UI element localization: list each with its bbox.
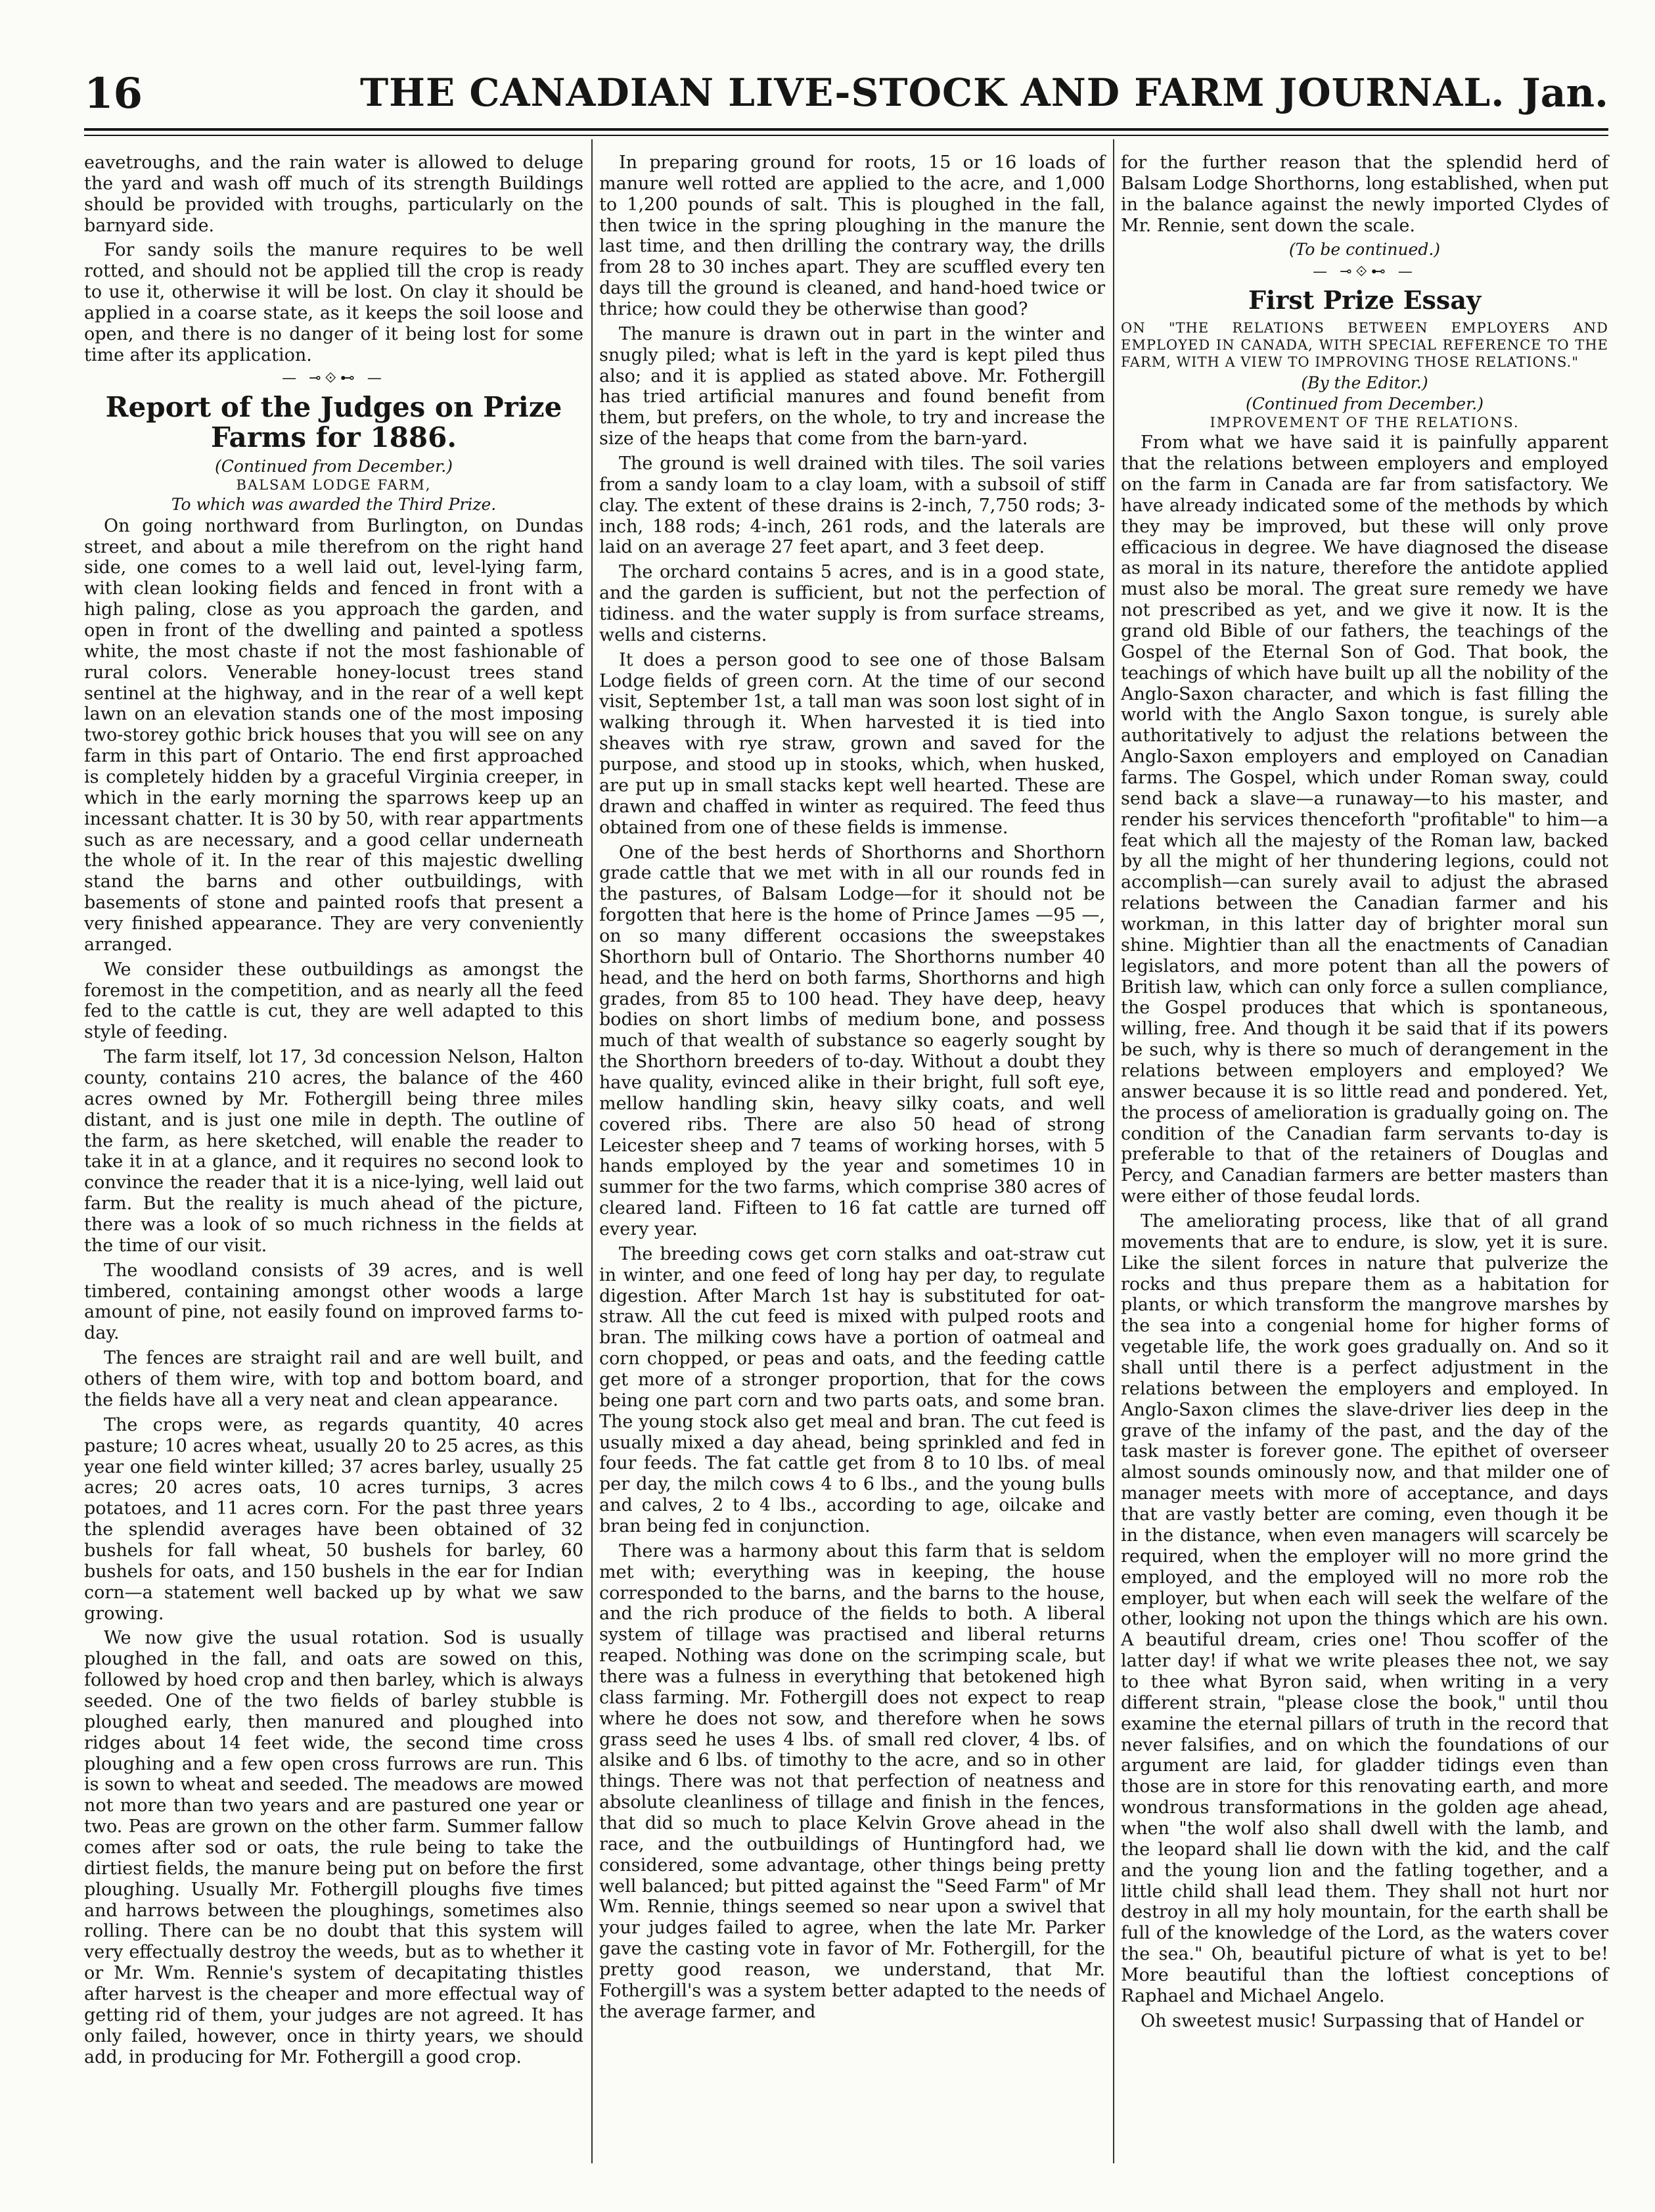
ornament-divider: — ⊸⟐⊷ — (282, 369, 386, 386)
paragraph: It does a person good to see one of those Balsam Lodge fields of green corn. At the time of our second visit, September 1st, a tall man was soon lost sight of in walking through it. When harvested it is tied into sheaves with rye straw, grown and saved for the purpose, and stood up in stooks, which, when husked, are put up in small stacks kept well hearted. These are drawn and chaffed in winter as required. The feed thus obtained from one of these fields is immense. (599, 649, 1105, 838)
section-heading: IMPROVEMENT OF THE RELATIONS. (1210, 415, 1520, 431)
article-heading: Report of the Judges on Prize Farms for 1886. (105, 390, 562, 453)
paragraph: for the further reason that the splendid herd of Balsam Lodge Shorthorns, long established, when put in the balance against the newly imported Clydes of Mr. Rennie, sent down the scale. (1121, 152, 1609, 236)
paragraph: The ameliorating process, like that of all grand movements that are to endure, is slow, yet it is sure. Like the silent forces in nature that pulverize the rocks and thus prepare them as a habitation for plants, or which transform the mangrove marshes by the sea into a congenial home for higher forms of vegetable life, the work goes gradually on. And so it shall until there is a perfect adjustment in the relations between the employers and employed. In Anglo-Saxon climes the slave-driver lies deep in the grave of the infamy of the past, and the day of the task master is forever gone. The epithet of overseer almost sounds ominously now, and that milder one of manager meets with more of acceptance, and days that are vastly better are coming, even though it be in the distance, when even managers will scarcely be required, when the employer will no more grind the employed, and the employed will no more rob the employer, but when each will seek the welfare of the other, looking not upon the things which are his own. A beautiful dream, cries one! Thou scoffer of the latter day! if what we write pleases thee not, we say to thee what Byron said, when writing in a very different strain, "please close the book," until thou examine the eternal pillars of truth in the record that never falsifies, and on which the foundations of our argument are laid, for gladder tidings even than those are in store for this renovating earth, and more wondrous transformations in the golden age ahead, when "the wolf also shall dwell with the lamb, and the leopard shall lie down with the kid, and the calf and the young lion and the fatling together, and a little child shall lead them. They shall not hurt nor destroy in all my holy mountain, for the earth shall be full of the knowledge of the Lord, as the waters cover the sea." Oh, beautiful picture of what is yet to be! More beautiful than the loftiest conceptions of Raphael and Michael Angelo. (1121, 1211, 1608, 2006)
paragraph: From what we have said it is painfully apparent that the relations between employers and employed on the farm in Canada are far from satisfactory. We have already indicated some of the methods by which they may be improved, but these will only prove efficacious in degree. We have diagnosed the disease as moral in its nature, therefore the antidote applied must also be moral. The great sure remedy we have not prescribed as yet, and we give it now. It is the grand old Bible of our fathers, the teachings of the Gospel of the Eternal Son of God. That book, the teachings of which have built up all the nobility of the Anglo-Saxon character, and which is fast filling the world with the Anglo Saxon tongue, is surely able authoritatively to adjust the relations between the Anglo-Saxon employers and employed on Canadian farms. The Gospel, which under Roman sway, could send back a slave—a runaway—to his master, and render his services thenceforth "profitable" to him—a feat which all the majesty of the Roman law, backed by all the might of her thundering legions, could not accomplish—can surely avail to adjust the abrased relations between the Canadian farmer and his workman, in this latter day of brighter moral sun shine. Mightier than all the enactments of Canadian legislators, and more potent than all the powers of British law, which can only force a sullen compliance, the Gospel produces that which is spontaneous, willing, free. And though it be said that if its powers be such, why is there so much of derangement in the relations between employers and employed? We answer because it is so little read and pondered. Yet, the process of amelioration is gradually going on. The condition of the Canadian farm servants to-day is preferable to that of the retainers of Douglas and Percy, and Canadian farmers are better masters than were either of those feudal lords. (1121, 432, 1608, 1207)
to-be-continued: (To be continued.) (1288, 240, 1441, 260)
paragraph: The ground is well drained with tiles. The soil varies from a sandy loam to a clay loam, with a subsoil of stiff clay. The extent of these drains is 2-inch, 7,750 rods; 3-inch, 188 rods; 4-inch, 261 rods, and the laterals are laid on an average 27 feet apart, and 3 feet deep. (599, 453, 1105, 558)
paragraph: The manure is drawn out in part in the winter and snugly piled; what is left in the yard is kept piled thus also; and it is applied as stated above. Mr. Fothergill has tried artificial manures and found benefit from them, but prefers, on the whole, to try and increase the size of the heaps that come from the barn-yard. (599, 323, 1105, 449)
paragraph: One of the best herds of Shorthorns and Shorthorn grade cattle that we met with in all our rounds fed in the pastures, of Balsam Lodge—for it should not be forgotten that here is the home of Prince James —95 —, on so many different occasions the sweepstakes Shorthorn bull of Ontario. The Shorthorns number 40 head, and the herd on both farms, Shorthorns and high grades, from 85 to 100 head. They have deep, heavy bodies on short limbs of medium bone, and possess much of that wealth of substance so eagerly sought by the Shorthorn breeders of to-day. Without a doubt they have quality, evinced alike in their bright, full soft eye, mellow handling skin, heavy silky coats, and well covered ribs. There are also 50 head of strong Leicester sheep and 7 teams of working horses, with 5 hands employed by the year and sometimes 10 in summer for the two farms, which comprise 380 acres of cleared land. Fifteen to 16 fat cattle are turned off every year. (599, 842, 1105, 1239)
continued-note: (Continued from December.) (1246, 394, 1484, 413)
ornament-divider: — ⊸⟐⊷ — (1313, 263, 1417, 280)
column-divider (1113, 139, 1114, 2163)
journal-title: THE CANADIAN LIVE-STOCK AND FARM JOURNAL. (360, 70, 1505, 115)
paragraph: We now give the usual rotation. Sod is usually ploughed in the fall, and oats are sowed on this, followed by hoed crop and then barley, which is always seeded. One of the two fields of barley stubble is ploughed early, then manured and ploughed into ridges about 14 feet wide, the second time cross ploughing and a few open cross furrows are run. This is sown to wheat and seeded. The meadows are mowed not more than two years and are pastured one year or two. Peas are grown on the other farm. Summer fallow comes after sod or oats, the rule being to take the dirtiest fields, the manure being put on before the first ploughing. Usually Mr. Fothergill ploughs five times and harrows between the ploughings, sometimes also rolling. There can be no doubt that this system will very effectually destroy the weeds, but as to whether it or Mr. Wm. Rennie's system of decapitating thistles after harvest is the cheaper and more effectual way of getting rid of them, your judges are not agreed. It has only failed, however, once in thirty years, we should add, in producing for Mr. Fothergill a good crop. (84, 1628, 583, 2067)
paragraph: The orchard contains 5 acres, and is in a good state, and the garden is sufficient, but not the perfection of tidiness. and the water supply is from surface streams, wells and cisterns. (599, 562, 1105, 645)
continued-note: (Continued from December.) (215, 456, 453, 476)
paragraph: The crops were, as regards quantity, 40 acres pasture; 10 acres wheat, usually 20 to 25 acres, as this year one field winter killed; 37 acres barley, usually 25 acres; 20 acres oats, 10 acres turnips, 3 acres potatoes, and 11 acres corn. For the past three years the splendid averages have been obtained of 32 bushels for fall wheat, 50 bushels for barley, 60 bushels for oats, and 150 bushels in the ear for Indian corn—a statement well backed up by what we saw growing. (84, 1414, 583, 1624)
header-rule-thin (84, 135, 1608, 136)
essay-subtitle: ON "THE RELATIONS BETWEEN EMPLOYERS AND EMPLOYED IN CANADA, WITH SPECIAL REFERENCE TO THE FARM, WITH A VIEW TO IMPROVING THOSE RELATIONS." (1121, 319, 1608, 371)
paragraph: eavetroughs, and the rain water is allowed to deluge the yard and wash off much of its strength Buildings should be provided with troughs, particularly on the barnyard side. (84, 152, 583, 236)
column-divider (591, 139, 593, 2163)
page-number: 16 (84, 69, 143, 118)
column-3 (1121, 152, 1608, 2036)
column-1 (84, 152, 583, 2071)
paragraph: There was a harmony about this farm that is seldom met with; everything was in keeping, the house corresponded to the barns, and the barns to the house, and the rich produce of the fields to both. A liberal system of tillage was practised and liberal returns reaped. Nothing was done on the scrimping scale, but there was a fulness in everything that betokened high class farming. Mr. Fothergill does not expect to reap where he does not sow, and therefore when he sows grass seed he uses 4 lbs. of small red clover, 4 lbs. of alsike and 6 lbs. of timothy to the acre, and so in other things. There was not that perfection of neatness and absolute cleanliness of tillage and finish in the fences, that did so much to place Kelvin Grove ahead in the race, and the outbuildings of Huntingford had, we considered, some advantage, other things being pretty well balanced; but pitted against the "Seed Farm" of Mr Wm. Rennie, things seemed so near upon a swivel that your judges failed to agree, when the late Mr. Parker gave the casting vote in favor of Mr. Fothergill, for the pretty good reason, we understand, that Mr. Fothergill's was a system better adapted to the needs of the average farmer, and (599, 1540, 1105, 2022)
paragraph: On going northward from Burlington, on Dundas street, and about a mile therefrom on the right hand side, one comes to a well laid out, level-lying farm, with clean looking fields and fenced in front with a high paling, close as you approach the garden, and open in front of the dwelling and painted a spotless white, the most chaste if not the most fashionable of rural colors. Venerable honey-locust trees stand sentinel at the highway, and in the rear of a well kept lawn on an elevation stands one of the most imposing two-storey gothic brick houses that you will see on any farm in this part of Ontario. The end first approached is completely hidden by a graceful Virginia creeper, in which in the early morning the sparrows keep up an incessant chatter. It is 30 by 50, with rear appartments such as are necessary, and a good cellar underneath the whole of it. In the rear of this majestic dwelling stand the barns and other outbuildings, with basements of stone and painted roofs that present a very finished appearance. They are very conveniently arranged. (84, 515, 583, 955)
paragraph: In preparing ground for roots, 15 or 16 loads of manure well rotted are applied to the acre, and 1,000 to 1,200 pounds of salt. This is ploughed in the fall, then twice in the spring ploughing in the manure the last time, and then drilling the contrary way, the drills from 28 to 30 inches apart. They are scuffled every ten days till the ground is cleaned, and hand-hoed twice or thrice; how could they be otherwise than good? (599, 152, 1105, 320)
paragraph: The farm itself, lot 17, 3d concession Nelson, Halton county, contains 210 acres, the balance of the 460 acres owned by Mr. Fothergill being three miles distant, and is just one mile in depth. The outline of the farm, as here sketched, will enable the reader to take it in at a glance, and it requires no second look to convince the reader that it is a nice-lying, well laid out farm. But the reality is much ahead of the picture, there was a look of so much richness in the fields at the time of our visit. (84, 1047, 583, 1256)
byline: (By the Editor.) (1301, 373, 1428, 393)
paragraph: The fences are straight rail and are well built, and others of them wire, with top and bottom board, and the fields have all a very neat and clean appearance. (84, 1348, 583, 1410)
paragraph: We consider these outbuildings as amongst the foremost in the competition, and as nearly all the feed fed to the cattle is cut, they are well adapted to this style of feeding. (84, 959, 583, 1043)
essay-heading: First Prize Essay (1248, 285, 1482, 315)
award-note: To which was awarded the Third Prize. (171, 495, 497, 515)
page-header (84, 62, 1608, 118)
issue-month: Jan. (1522, 70, 1608, 116)
header-rule (84, 128, 1608, 131)
farm-name: BALSAM LODGE FARM, (236, 477, 432, 494)
column-2 (599, 152, 1105, 2027)
paragraph: Oh sweetest music! Surpassing that of Handel or (1141, 2010, 1584, 2031)
paragraph: The woodland consists of 39 acres, and is well timbered, containing amongst other woods a large amount of pine, not easily found on improved farms to-day. (84, 1260, 583, 1344)
paragraph: The breeding cows get corn stalks and oat-straw cut in winter, and one feed of long hay per day, to regulate digestion. After March 1st hay is substituted for oat-straw. All the cut feed is mixed with pulped roots and bran. The milking cows have a portion of oatmeal and corn chopped, or peas and oats, and the feeding cattle get more of a stronger proportion, that for the cows being one part corn and two parts oats, and some bran. The young stock also get meal and bran. The cut feed is usually mixed a day ahead, being sprinkled and fed in four feeds. The fat cattle get from 8 to 10 lbs. of meal per day, the milch cows 4 to 6 lbs., and the young bulls and calves, 2 to 4 lbs., according to age, oilcake and bran being fed in conjunction. (599, 1243, 1105, 1536)
paragraph: For sandy soils the manure requires to be well rotted, and should not be applied till the crop is ready to use it, otherwise it will be lost. On clay it should be applied in a coarse state, as it keeps the soil loose and open, and there is no danger of it being lost for some time after its application. (84, 240, 583, 365)
